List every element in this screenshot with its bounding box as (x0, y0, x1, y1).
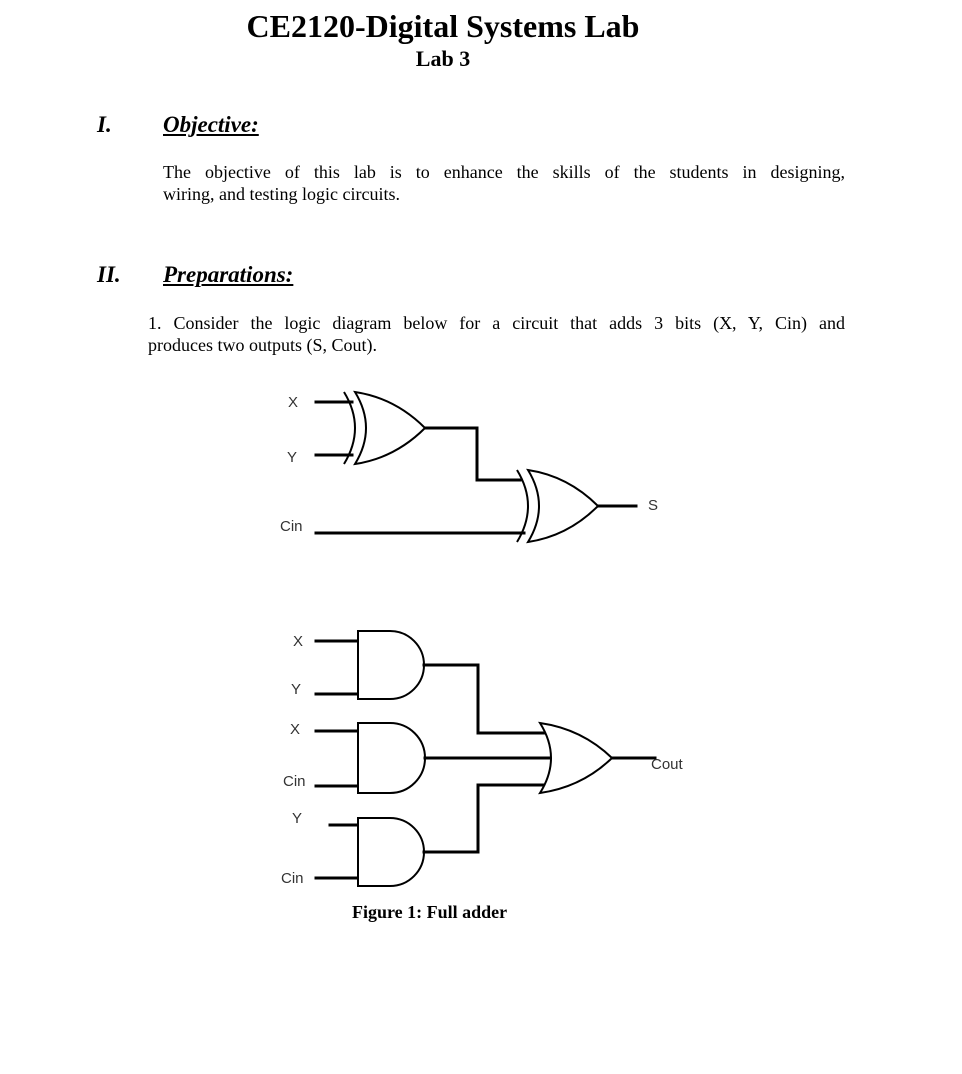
section-heading-preparations: Preparations: (163, 262, 294, 287)
objective-line-1: The objective of this lab is to enhance the skills of the students in designing, (163, 162, 845, 182)
label-carry-cin-2: Cin (281, 870, 304, 887)
wire-and3-to-or (424, 785, 548, 852)
xor-gate-2 (517, 470, 598, 542)
page-subtitle: Lab 3 (415, 46, 471, 71)
preparations-line-1: 1. Consider the logic diagram below for a circuit that adds 3 bits (X, Y, Cin) and (148, 313, 845, 333)
page-title: CE2120-Digital Systems Lab (246, 8, 640, 44)
xor-gate-1 (344, 392, 425, 464)
label-sum-x: X (288, 394, 299, 411)
label-carry-y-2: Y (292, 810, 303, 827)
and-gate-3 (358, 818, 424, 886)
and-gate-2 (358, 723, 425, 793)
section-number-preparations: II. (97, 262, 121, 287)
sum-circuit (280, 392, 658, 542)
label-carry-cin-1: Cin (283, 773, 306, 790)
label-carry-output: Cout (651, 756, 683, 773)
label-carry-x-1: X (293, 633, 304, 650)
label-sum-y: Y (287, 449, 298, 466)
preparations-line-2: produces two outputs (S, Cout). (148, 335, 377, 355)
wire-and1-to-or (424, 665, 548, 733)
carry-circuit (281, 631, 684, 887)
and-gate-1 (358, 631, 424, 699)
or-gate (540, 723, 612, 793)
section-number-objective: I. (97, 112, 112, 137)
label-sum-cin: Cin (280, 518, 303, 535)
section-heading-objective: Objective: (163, 112, 259, 137)
wire-xor1-to-xor2 (425, 428, 520, 480)
label-carry-y-1: Y (291, 681, 302, 698)
label-sum-output: S (648, 497, 659, 514)
objective-line-2: wiring, and testing logic circuits. (163, 184, 400, 204)
figure-caption: Figure 1: Full adder (352, 902, 508, 922)
label-carry-x-2: X (290, 721, 301, 738)
